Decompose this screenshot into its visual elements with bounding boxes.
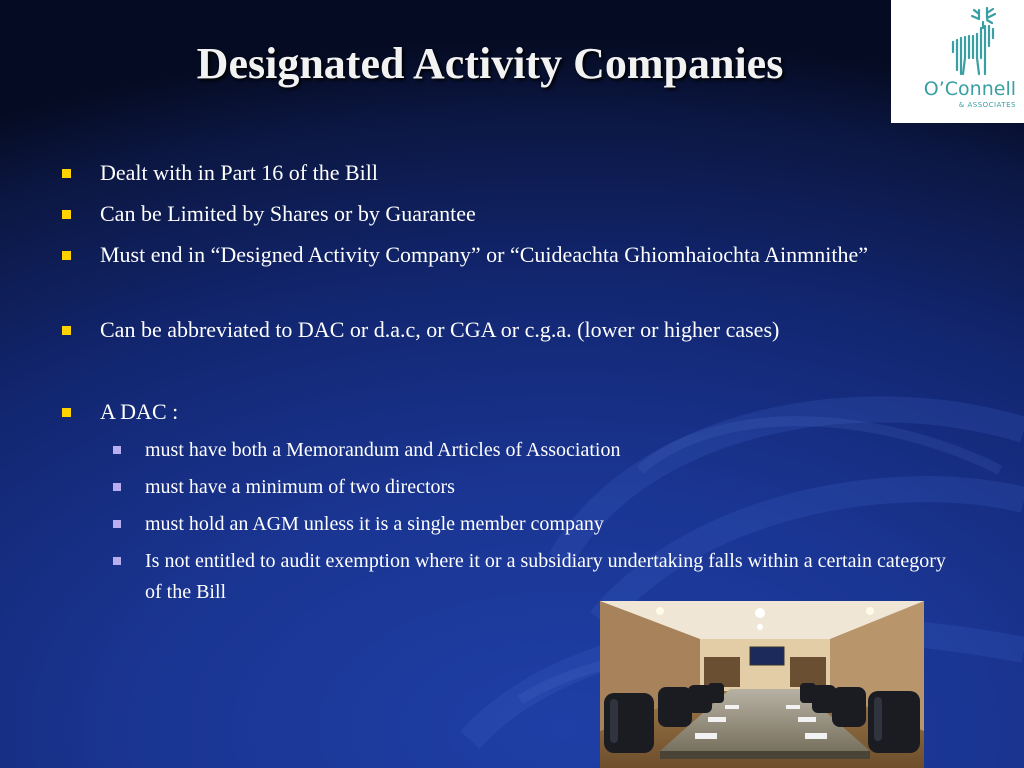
square-bullet-icon (62, 169, 71, 178)
sub-list-item-text: must have a minimum of two directors (145, 476, 455, 498)
boardroom-photo (600, 601, 924, 768)
square-bullet-icon (113, 520, 121, 528)
slide-title: Designated Activity Companies (196, 39, 784, 88)
square-bullet-icon (113, 446, 121, 454)
sub-list-item-text: must hold an AGM unless it is a single member company (145, 513, 604, 535)
list-item-text: Can be Limited by Shares or by Guarantee (100, 201, 476, 226)
company-logo (891, 0, 1024, 123)
square-bullet-icon (62, 326, 71, 335)
square-bullet-icon (62, 408, 71, 417)
square-bullet-icon (62, 210, 71, 219)
sub-list-item-text: must have both a Memorandum and Articles of Association (145, 439, 621, 461)
square-bullet-icon (62, 251, 71, 260)
stag-icon (949, 6, 1009, 78)
boardroom-illustration (600, 601, 924, 768)
list-item-text: Can be abbreviated to DAC or d.a.c, or CGA or c.g.a. (lower or higher cases) (100, 317, 780, 342)
square-bullet-icon (113, 483, 121, 491)
list-item-text: Dealt with in Part 16 of the Bill (100, 160, 379, 185)
list-item-text: Must end in “Designed Activity Company” or “Cuideachta Ghiomhaiochta Ainmnithe” (100, 242, 869, 267)
sub-list-item-text: Is not entitled to audit exemption where it or a subsidiary undertaking falls within a certain category of the Bill (145, 550, 946, 603)
square-bullet-icon (113, 557, 121, 565)
logo-name: O’Connell (923, 78, 1016, 100)
list-item-text: A DAC : (100, 399, 179, 424)
logo-subtitle: & ASSOCIATES (958, 101, 1016, 109)
